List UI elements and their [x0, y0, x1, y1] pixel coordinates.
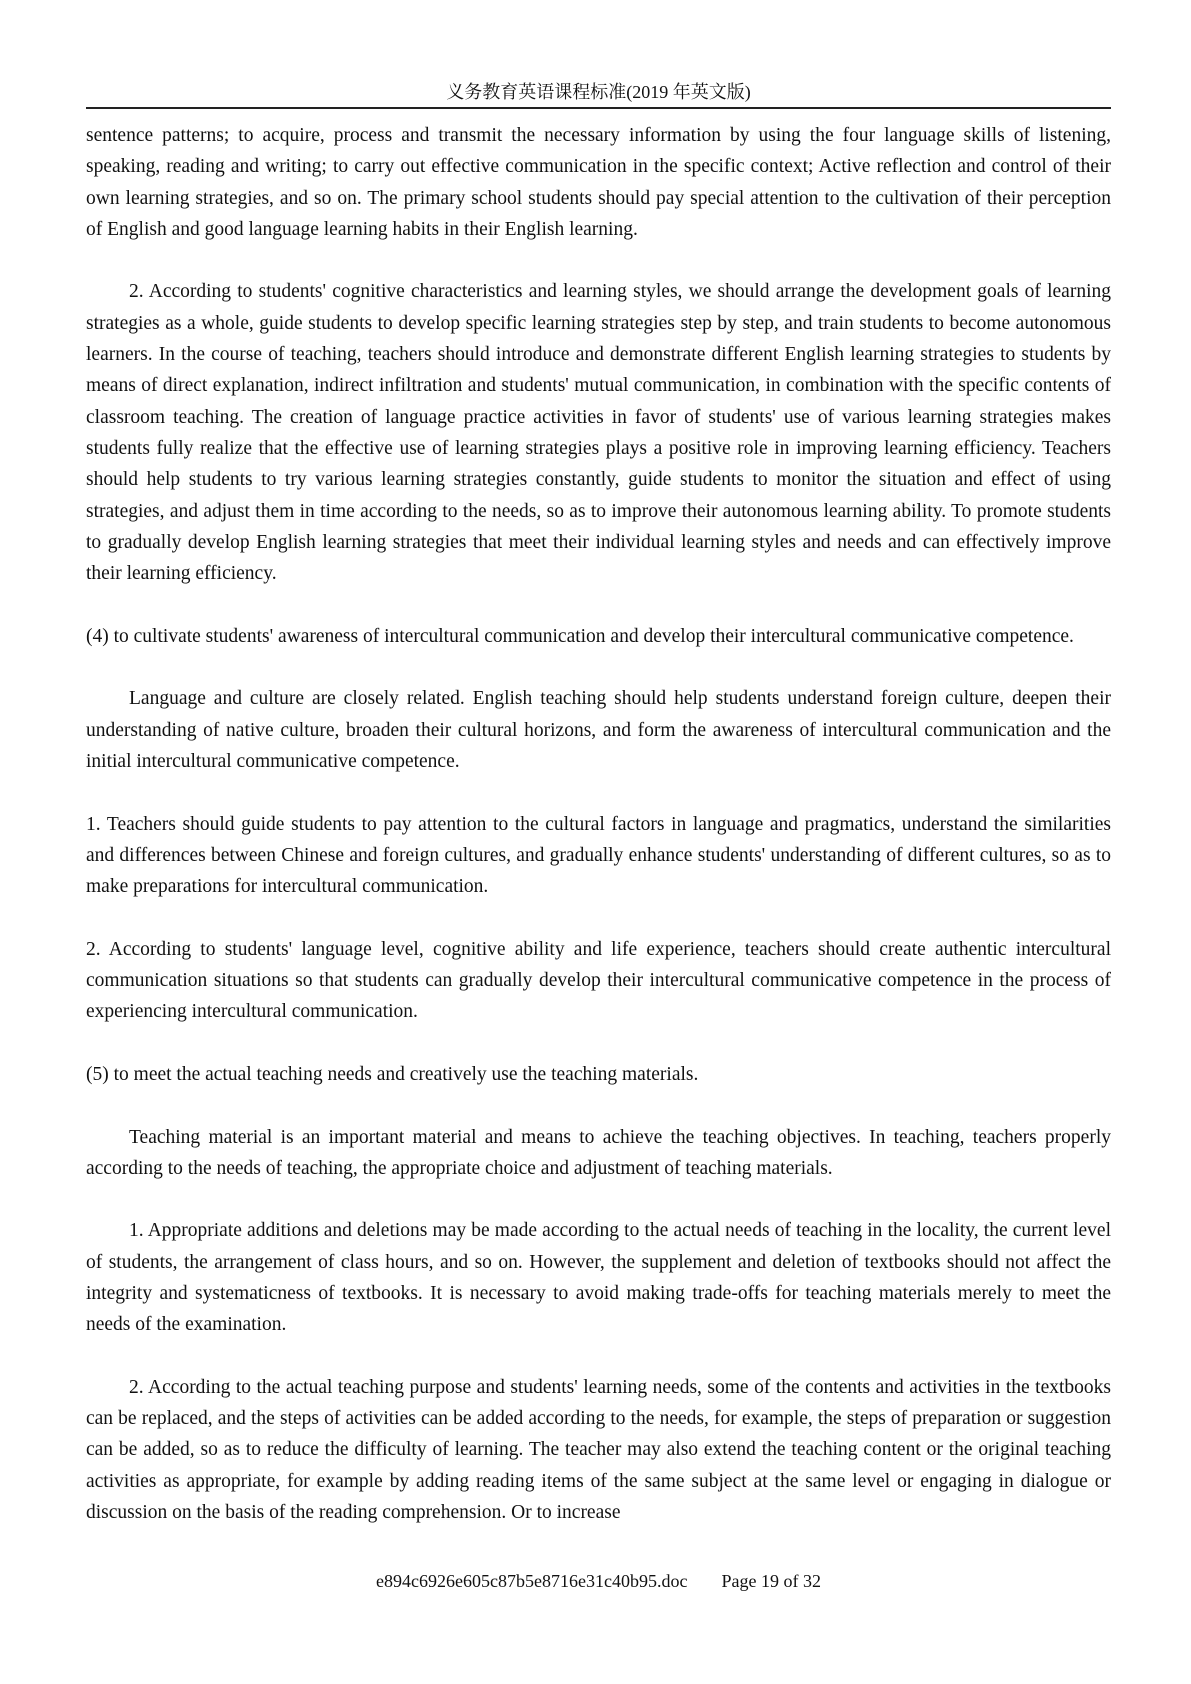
paragraph-replace-contents: 2. According to the actual teaching purpose and students' learning needs, some of the contents and activities in the textbooks can be replaced, and the steps of activities can be added according to the needs, for example, the steps of preparation or suggestion can be added, so as to reduce the difficulty of learning. The teacher may also extend the teaching content or the original teaching activities as appropriate, for example by adding reading items of the same subject at the same level or engaging in dialogue or discussion on the basis of the reading comprehension. Or to increase [86, 1376, 1111, 1524]
paragraph-continuation: sentence patterns; to acquire, process and transmit the necessary information by using the four language skills of listening, speaking, reading and writing; to carry out effective communication in the specific context; Active reflection and control of their own learning strategies, and so on. The primary school students should pay special attention to the cultivation of their perception of English and good language learning habits in their English learning. [86, 125, 1111, 240]
page-footer [86, 1568, 1111, 1594]
paragraph-language-culture: Language and culture are closely related. English teaching should help students understand foreign culture, deepen their understanding of native culture, broaden their cultural horizons, and form the awareness of intercultural communication and the initial intercultural communicative competence. [86, 688, 1111, 772]
footer-filename: e894c6926e605c87b5e8716e31c40b95.doc [376, 1571, 688, 1591]
section-heading-5: (5) to meet the actual teaching needs and creatively use the teaching materials. [86, 1063, 699, 1085]
paragraph-teaching-material: Teaching material is an important material and means to achieve the teaching objectives. In teaching, teachers properly according to the needs of teaching, the appropriate choice and adjustment of teaching materials. [86, 1126, 1111, 1179]
paragraph-cultural-factors: 1. Teachers should guide students to pay attention to the cultural factors in language and pragmatics, understand the similarities and differences between Chinese and foreign cultures, and gradually enhance students' understanding of different cultures, so as to make preparations for intercultural communication. [86, 813, 1111, 898]
header-divider [86, 107, 1111, 109]
paragraph-learning-strategies: 2. According to students' cognitive characteristics and learning styles, we should arrange the development goals of learning strategies as a whole, guide students to develop specific learning strategies step by step, and train students to become autonomous learners. In the course of teaching, teachers should introduce and demonstrate different English learning strategies to students by means of direct explanation, indirect infiltration and students' mutual communication, in combination with the specific contents of classroom teaching. The creation of language practice activities in favor of students' use of various learning strategies makes students fully realize that the effective use of learning strategies plays a positive role in improving learning efficiency. Teachers should help students to try various learning strategies constantly, guide students to monitor the situation and effect of using strategies, and adjust them in time according to the needs, so as to improve their autonomous learning ability. To promote students to gradually develop English learning strategies that meet their individual learning styles and needs and can effectively improve their learning efficiency. [86, 281, 1111, 585]
paragraph-intercultural-situations: 2. According to students' language level, cognitive ability and life experience, teachers should create authentic intercultural communication situations so that students can gradually develop their intercultural communicative competence in the process of experiencing intercultural communication. [86, 938, 1111, 1023]
running-header: 义务教育英语课程标准(2019 年英文版) [446, 82, 751, 102]
document-body [86, 120, 1111, 1528]
footer-page-number: Page 19 of 32 [721, 1571, 821, 1591]
paragraph-additions-deletions: 1. Appropriate additions and deletions may be made according to the actual needs of teaching in the locality, the current level of students, the arrangement of class hours, and so on. However, the supplement and deletion of textbooks should not affect the integrity and systematicness of textbooks. It is necessary to avoid making trade-offs for teaching materials merely to meet the needs of the examination. [86, 1220, 1111, 1336]
section-heading-4: (4) to cultivate students' awareness of intercultural communication and develop their intercultural communicative competence. [86, 625, 1074, 647]
